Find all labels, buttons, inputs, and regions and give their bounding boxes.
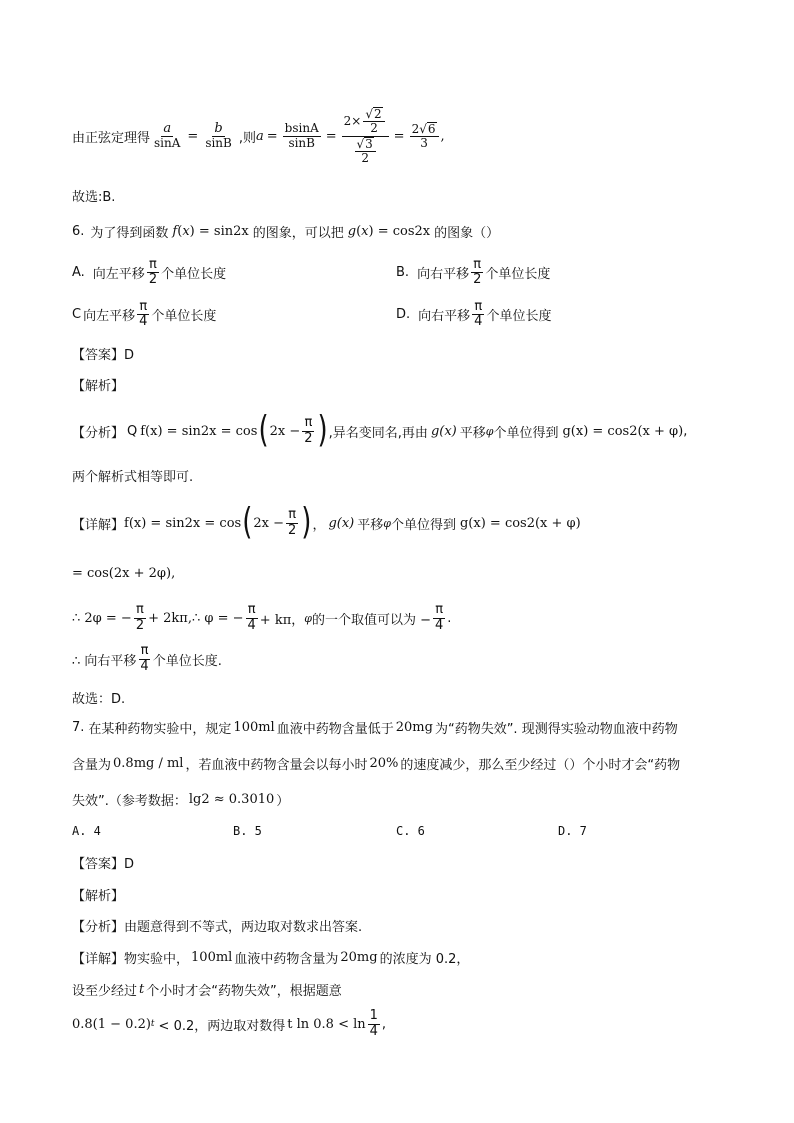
option-b: B. 向右平移 $\frac{\pi}{2}$ 个单位长度 xyxy=(396,257,551,288)
q7-option-c: C. 6 xyxy=(396,824,425,838)
detail-7-line2: 设至少经过 t 个小时才会“药物失效”，根据题意 xyxy=(72,982,342,999)
detail-6-line2: = cos(2x + 2φ), xyxy=(72,566,176,581)
answer-label-7: 【答案】D xyxy=(72,857,135,872)
detail-6-line3: ∴ 2φ = − $\frac{\pi}{2}$ + 2kπ,∴ φ = − $\frac{\pi}{4}$ + kπ， φ 的一个取值可以为 − $\frac{\pi}{4}$ . xyxy=(72,602,452,633)
fraction: $\frac{b}{\sin B}$ xyxy=(205,120,232,151)
q7-option-d: D. 7 xyxy=(558,824,587,838)
compound-fraction: 2× √ 2 2 √ 3 2 xyxy=(342,107,389,165)
analysis-label-6: 【解析】 xyxy=(72,379,125,394)
answer-choice-b: 故选:B. xyxy=(72,190,116,205)
text: 由正弦定理得 xyxy=(72,130,151,146)
option-c: C 向左平移 $\frac{\pi}{4}$ 个单位长度 xyxy=(72,299,217,330)
analysis-6: 【分析】 Q f(x) = sin2x = cos ( 2x − $\frac{\pi}{2}$ ) ,异名变同名,再由 g(x) 平移 φ 个单位得到 g(x) = cos2(x + φ) , xyxy=(72,410,688,452)
analysis-label-7: 【解析】 xyxy=(72,889,125,904)
analysis-7: 【分析】由题意得到不等式，两边取对数求出答案. xyxy=(72,920,363,935)
detail-7-line3: 0.8(1 − 0.2) t < 0.2，两边取对数得 t ln 0.8 < ln $\frac{1}{4}$ , xyxy=(72,1008,387,1039)
answer-choice-d: 故选：D. xyxy=(72,692,126,707)
question-7-line3: 失效”.（参考数据： lg2 ≈ 0.3010 ） xyxy=(72,792,290,809)
question-6: 6. 为了得到函数 f(x) = sin2x 的图象，可以把 g(x) = cos2x 的图象（） xyxy=(72,224,500,241)
detail-6: 【详解】 f(x) = sin2x = cos ( 2x − $\frac{\pi}{2}$ ) ， g(x) 平移 φ 个单位得到 g(x) = cos2(x + φ) xyxy=(72,502,581,544)
line-law-of-sines: 由正弦定理得 $\frac{a}{\sin A}$ = $\frac{b}{\sin B}$ ,则 a = $\frac{bsinA}{\sin B}$ = 2× √ 2 2 √ 3 2 = 2 √ 6 3 , xyxy=(72,107,445,165)
option-d: D. 向右平移 $\frac{\pi}{4}$ 个单位长度 xyxy=(396,299,552,330)
analysis-6-cont: 两个解析式相等即可. xyxy=(72,470,194,485)
fraction: $\frac{a}{\sin A}$ xyxy=(154,120,181,151)
question-7-line2: 含量为 0.8mg / ml ，若血液中药物含量会以每小时 20% 的速度减少，那么至少经过（）个小时才会“药物 xyxy=(72,756,681,773)
fraction: $\frac{bsinA}{\sin B}$ xyxy=(284,121,319,150)
option-a: A. 向左平移 $\frac{\pi}{2}$ 个单位长度 xyxy=(72,257,227,288)
question-7-line1: 7. 在某种药物实验中，规定 100ml 血液中药物含量低于 20mg 为“药物失效”. 现测得实验动物血液中药物 xyxy=(72,720,678,737)
answer-label-6: 【答案】D xyxy=(72,348,135,363)
q7-option-b: B. 5 xyxy=(233,824,262,838)
q7-option-a: A. 4 xyxy=(72,824,101,838)
detail-7: 【详解】 物实验中， 100ml 血液中药物含量为 20mg 的浓度为 0.2， xyxy=(72,950,470,967)
fraction: 2 √ 6 3 xyxy=(410,122,439,150)
detail-6-line4: ∴ 向右平移 $\frac{\pi}{4}$ 个单位长度. xyxy=(72,643,222,674)
